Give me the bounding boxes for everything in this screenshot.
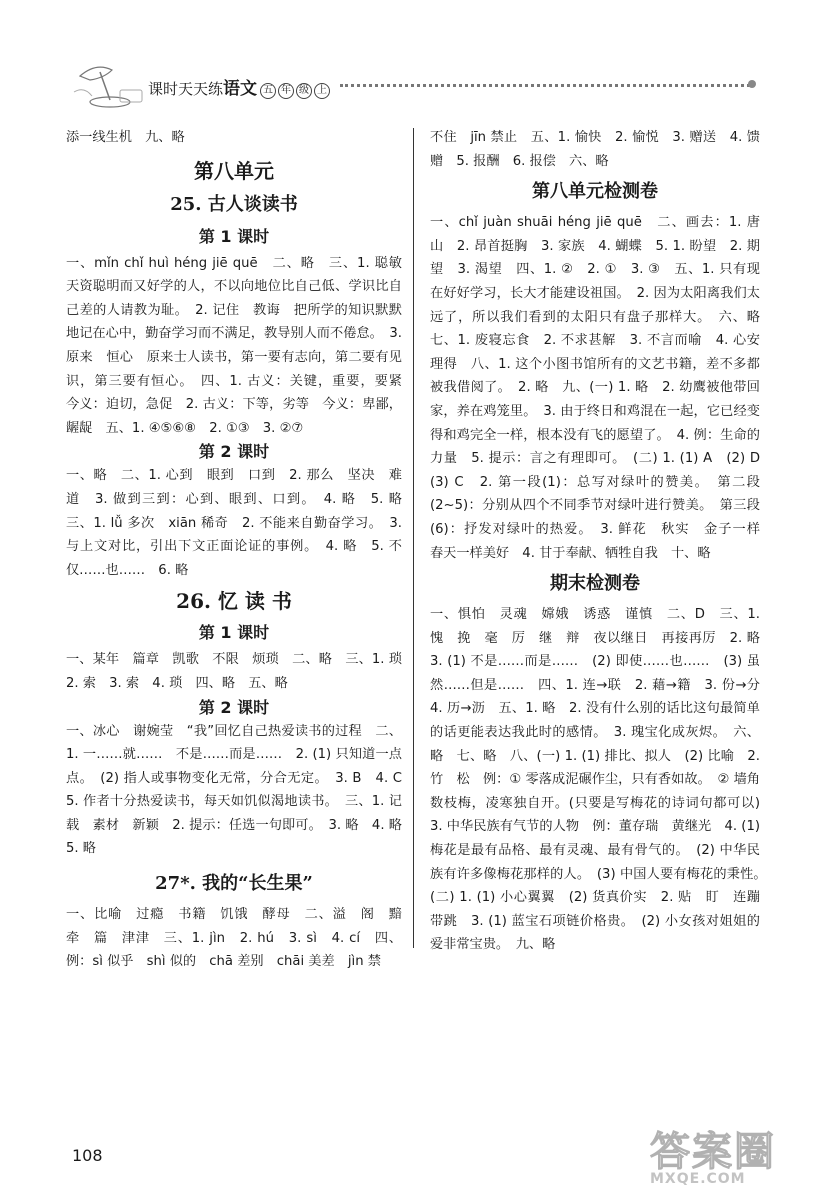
grade-char: 五 (260, 83, 276, 99)
period-heading: 第 2 课时 (198, 442, 270, 462)
answer-text: 一、chǐ juàn shuāi héng jiē quē 二、画去：1. 唐 山 2. 昂首挺胸 3. 家族 4. 蝴蝶 5. 1. 盼望 2. 期望 3. 渴望 四、1. ② 2. ① 3. ③ 五、1. 只有现在好好学习，长大才能建设祖国。 2. 因为太阳离我们太远了，所以我们看到的太阳只有盘子那样大。 六、略 七、1. 废寝忘食 2. 不求甚解 3. 不言而喻 4. 心安理得 八、1. 这个小图书馆所有的文艺书籍，差不多都被我借阅了。 2. 略 九、(一) 1. 略 2. 幼鹰被他带回家，养在鸡笼里。 3. 由于终日和鸡混在一起，它已经变得和鸡完全一样，根本没有飞的愿望了。 4. 例：生命的力量 5. 提示：言之有理即可。 (二) 1. (1) A (2) D (3) C 2. 第一段(1)：总写对绿叶的赞美。 第二段(2~5)：分别从四个不同季节对绿叶进行赞美。 第三段(6)：抒发对绿叶的热爱。 3. 鲜花 秋实 金子一样 春天一样美好 4. 甘于奉献、牺牲自我 十、略 (430, 215, 774, 561)
left-column (66, 126, 416, 974)
lesson-title: 27*. 我的“长生果” (155, 873, 313, 895)
answer-text: 一、略 二、1. 心到 眼到 口到 2. 那么 坚决 难道 3. 做到三到：心到、眼到、口到。 4. 略 5. 略 三、1. lǚ 多次 xiān 稀奇 2. 不能来自勤奋学习。 3. 与上文对比，引出下文正面论证的事例。 4. 略 5. 不仅……也…… 6. 略 (66, 468, 416, 578)
answer-text: 一、冰心 谢婉莹 “我”回忆自己热爱读书的过程 二、1. 一……就…… 不是……而是…… 2. (1) 只知道一点点。 (2) 指人或事物变化无常，分合无定。 3. B 4. C 5. 作者十分热爱读书，每天如饥似渴地读书。 三、1. 记载 素材 新颖 2. 提示：任选一句即可。 3. 略 4. 略 5. 略 (66, 723, 416, 857)
header-dotted-rule (340, 84, 750, 87)
test-title: 期末检测卷 (550, 573, 640, 595)
desk-lamp-icon (70, 52, 146, 110)
period-heading: 第 1 课时 (198, 623, 270, 643)
right-column (430, 126, 774, 957)
period-heading: 第 2 课时 (198, 697, 270, 717)
answer-text: 一、惧怕 灵魂 嫦娥 诱惑 谨慎 二、D 三、1. 愧 挽 毫 厉 继 辩 夜以继日 再接再厉 2. 略 3. (1) 不是……而是…… (2) 即使……也…… (3) 虽然……但是…… 四、1. 连→联 2. 藉→籍 3. 份→分 4. 历→沥 五、1. 略 2. 没有什么别的话比这句最简单的话更能表达我此时的感情。 3. 瑰宝化成灰烬。 六、略 七、略 八、(一) 1. (1) 排比、拟人 (2) 比喻 2. 竹 松 例：① 零落成泥碾作尘，只有香如故。 ② 墙角数枝梅，凌寒独自开。(只要是写梅花的诗词句都可以) 3. 中华民族有气节的人物 例：董存瑞 黄继光 4. (1) 梅花是最有品格、最有灵魂、最有骨气的。 (2) 中华民族有许多像梅花那样的人。 (3) 中国人要有梅花的秉性。 (二) 1. (1) 小心翼翼 (2) 货真价实 2. 贴 盯 连蹦带跳 3. (1) 蓝宝石项链价格贵。 (2) 小女孩对姐姐的爱非常宝贵。 九、略 (430, 607, 774, 953)
lesson-title: 25. 古人谈读书 (170, 193, 298, 215)
watermark-logo-text: 答案圈 (650, 1128, 776, 1175)
page-header (70, 52, 770, 112)
watermark-url: MXQE.COM (650, 1171, 746, 1187)
watermark (650, 1120, 810, 1190)
answer-text: 一、比喻 过瘾 书籍 饥饿 酵母 二、溢 阁 黯 牵 篇 津津 三、1. jìn 2. hú 3. sì 4. cí 四、例：sì 似乎 shì 似的 chā 差别 chāi 美差 jìn 禁 (66, 907, 416, 970)
brand-text: 课时天天练 (148, 80, 224, 98)
page-number: 108 (72, 1146, 103, 1165)
test-title: 第八单元检测卷 (532, 181, 658, 203)
brand-subject: 语文 (223, 79, 258, 99)
header-brand (148, 74, 330, 99)
answer-text: 不住 jīn 禁止 五、1. 愉快 2. 愉悦 3. 赠送 4. 馈赠 5. 报酬 6. 报偿 六、略 (430, 130, 760, 169)
answer-text: 一、mǐn chǐ huì héng jiē quē 二、略 三、1. 聪敏 天资聪明而又好学的人，不以向地位比自己低、学识比自己差的人请教为耻。 2. 记住 教诲 把所学的知识默默地记在心中，勤奋学习而不满足，教导别人而不倦怠。 3. 原来 恒心 原来士人读书，第一要有志向，第二要有见识，第三要有恒心。 四、1. 古义：关键，重要，要紧 今义：迫切，急促 2. 古义：下等，劣等 今义：卑鄙，龌龊 五、1. ④⑤⑥⑧ 2. ①③ 3. ②⑦ (66, 255, 416, 436)
answer-text: 添一线生机 九、略 (66, 130, 185, 145)
period-heading: 第 1 课时 (198, 226, 270, 246)
grade-badges (260, 83, 330, 99)
header-rule-end-dot (748, 80, 756, 88)
column-divider (413, 128, 414, 948)
unit-heading: 第八单元 (194, 158, 274, 183)
answer-text: 一、某年 篇章 凯歌 不限 烦琐 二、略 三、1. 琐 2. 索 3. 索 4. 琐 四、略 五、略 (66, 652, 416, 691)
grade-char: 上 (314, 83, 330, 99)
grade-char: 级 (296, 83, 312, 99)
grade-char: 年 (278, 83, 294, 99)
lesson-title: 26. 忆 读 书 (176, 589, 292, 614)
